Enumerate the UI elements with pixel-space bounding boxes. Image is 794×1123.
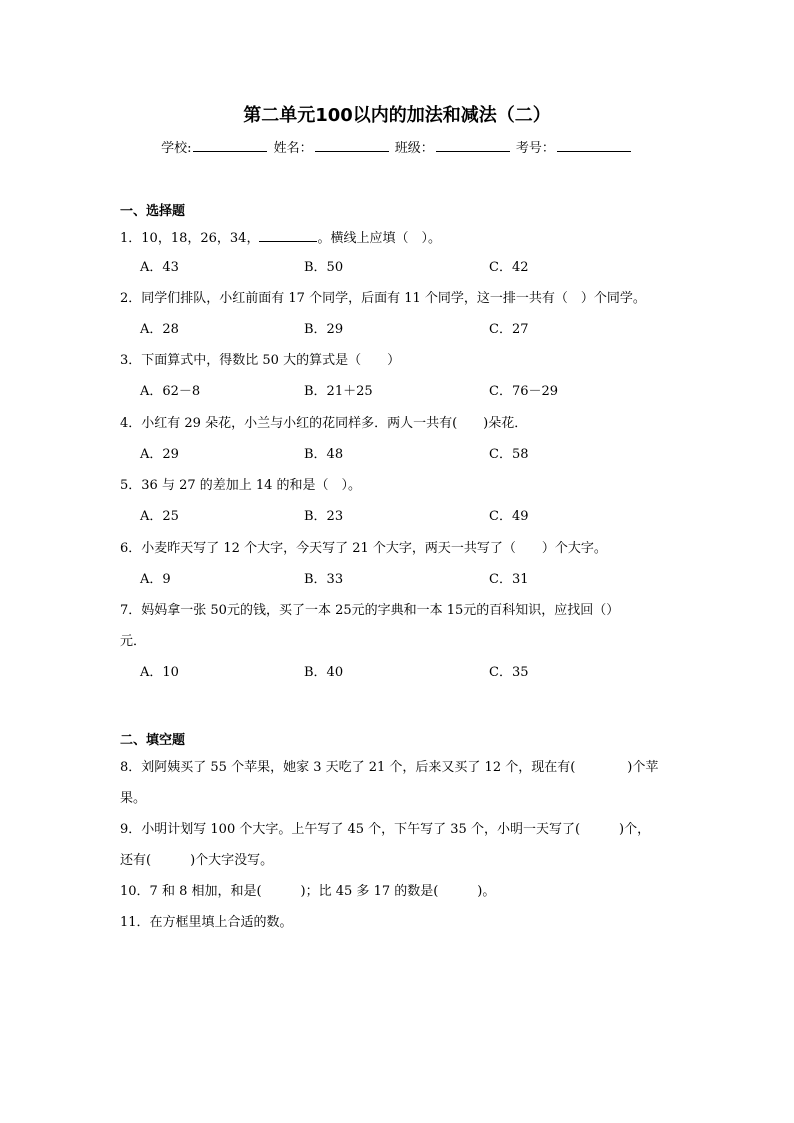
question-1-blank <box>259 227 317 242</box>
q4-option-a[interactable]: A．29 <box>140 447 179 462</box>
question-10: 10．7 和 8 相加，和是( )；比 45 多 17 的数是( )。 <box>120 884 496 899</box>
student-info-row <box>0 137 794 159</box>
q7-option-c[interactable]: C．35 <box>489 665 529 680</box>
q4-option-b[interactable]: B．48 <box>304 447 344 462</box>
exam-no-label: 考号： <box>515 141 555 156</box>
q1-option-a[interactable]: A．43 <box>140 260 179 275</box>
q3-option-b[interactable]: B．21＋25 <box>304 384 373 399</box>
q1-option-c[interactable]: C．42 <box>489 260 529 275</box>
q7-option-b[interactable]: B．40 <box>304 665 344 680</box>
q5-option-a[interactable]: A．25 <box>140 509 179 524</box>
question-4: 4．小红有 29 朵花，小兰与小红的花同样多．两人一共有( )朵花． <box>120 416 528 431</box>
school-blank[interactable] <box>193 137 267 152</box>
q5-option-b[interactable]: B．23 <box>304 509 344 524</box>
section-heading-fill: 二、填空题 <box>120 733 186 748</box>
class-blank[interactable] <box>436 137 510 152</box>
q6-option-b[interactable]: B．33 <box>304 572 344 587</box>
question-1-prefix: 1．10，18，26，34， <box>120 231 260 246</box>
question-1 <box>120 227 441 249</box>
question-6: 6．小麦昨天写了 12 个大字，今天写了 21 个大字，两天一共写了（ ）个大字。 <box>120 541 607 556</box>
question-1-suffix: 。横线上应填（ ）。 <box>317 231 441 246</box>
q2-option-c[interactable]: C．27 <box>489 322 529 337</box>
question-8-line-2: 果。 <box>120 791 147 806</box>
question-9-line-2: 还有( )个大字没写。 <box>120 853 274 868</box>
q3-option-a[interactable]: A．62－8 <box>140 384 201 399</box>
question-8-line-1: 8．刘阿姨买了 55 个苹果，她家 3 天吃了 21 个，后来又买了 12 个，现在有( )个苹 <box>120 760 659 775</box>
q6-option-a[interactable]: A．9 <box>140 572 171 587</box>
question-7-line-1: 7．妈妈拿一张 50元的钱，买了一本 25元的字典和一本 15元的百科知识，应找回（） <box>120 603 620 618</box>
question-9-line-1: 9．小明计划写 100 个大字。上午写了 45 个，下午写了 35 个，小明一天写了( )个， <box>120 822 651 837</box>
q3-option-c[interactable]: C．76－29 <box>489 384 559 399</box>
q1-option-b[interactable]: B．50 <box>304 260 344 275</box>
class-label: 班级： <box>394 141 434 156</box>
name-label: 姓名： <box>273 141 313 156</box>
q5-option-c[interactable]: C．49 <box>489 509 529 524</box>
q6-option-c[interactable]: C．31 <box>489 572 529 587</box>
question-11: 11．在方框里填上合适的数。 <box>120 915 293 930</box>
q2-option-b[interactable]: B．29 <box>304 322 344 337</box>
question-3: 3．下面算式中，得数比 50 大的算式是（ ） <box>120 353 401 368</box>
q2-option-a[interactable]: A．28 <box>140 322 179 337</box>
question-2: 2．同学们排队，小红前面有 17 个同学，后面有 11 个同学，这一排一共有（ ）个同学。 <box>120 291 646 306</box>
section-heading-choice: 一、选择题 <box>120 204 186 219</box>
q7-option-a[interactable]: A．10 <box>140 665 179 680</box>
exam-no-blank[interactable] <box>557 137 631 152</box>
q4-option-c[interactable]: C．58 <box>489 447 529 462</box>
school-label: 学校: <box>161 141 192 156</box>
question-7-line-2: 元． <box>120 634 147 649</box>
question-5: 5．36 与 27 的差加上 14 的和是（ ）。 <box>120 478 362 493</box>
name-blank[interactable] <box>315 137 389 152</box>
page-title: 第二单元100以内的加法和减法（二） <box>243 105 551 126</box>
